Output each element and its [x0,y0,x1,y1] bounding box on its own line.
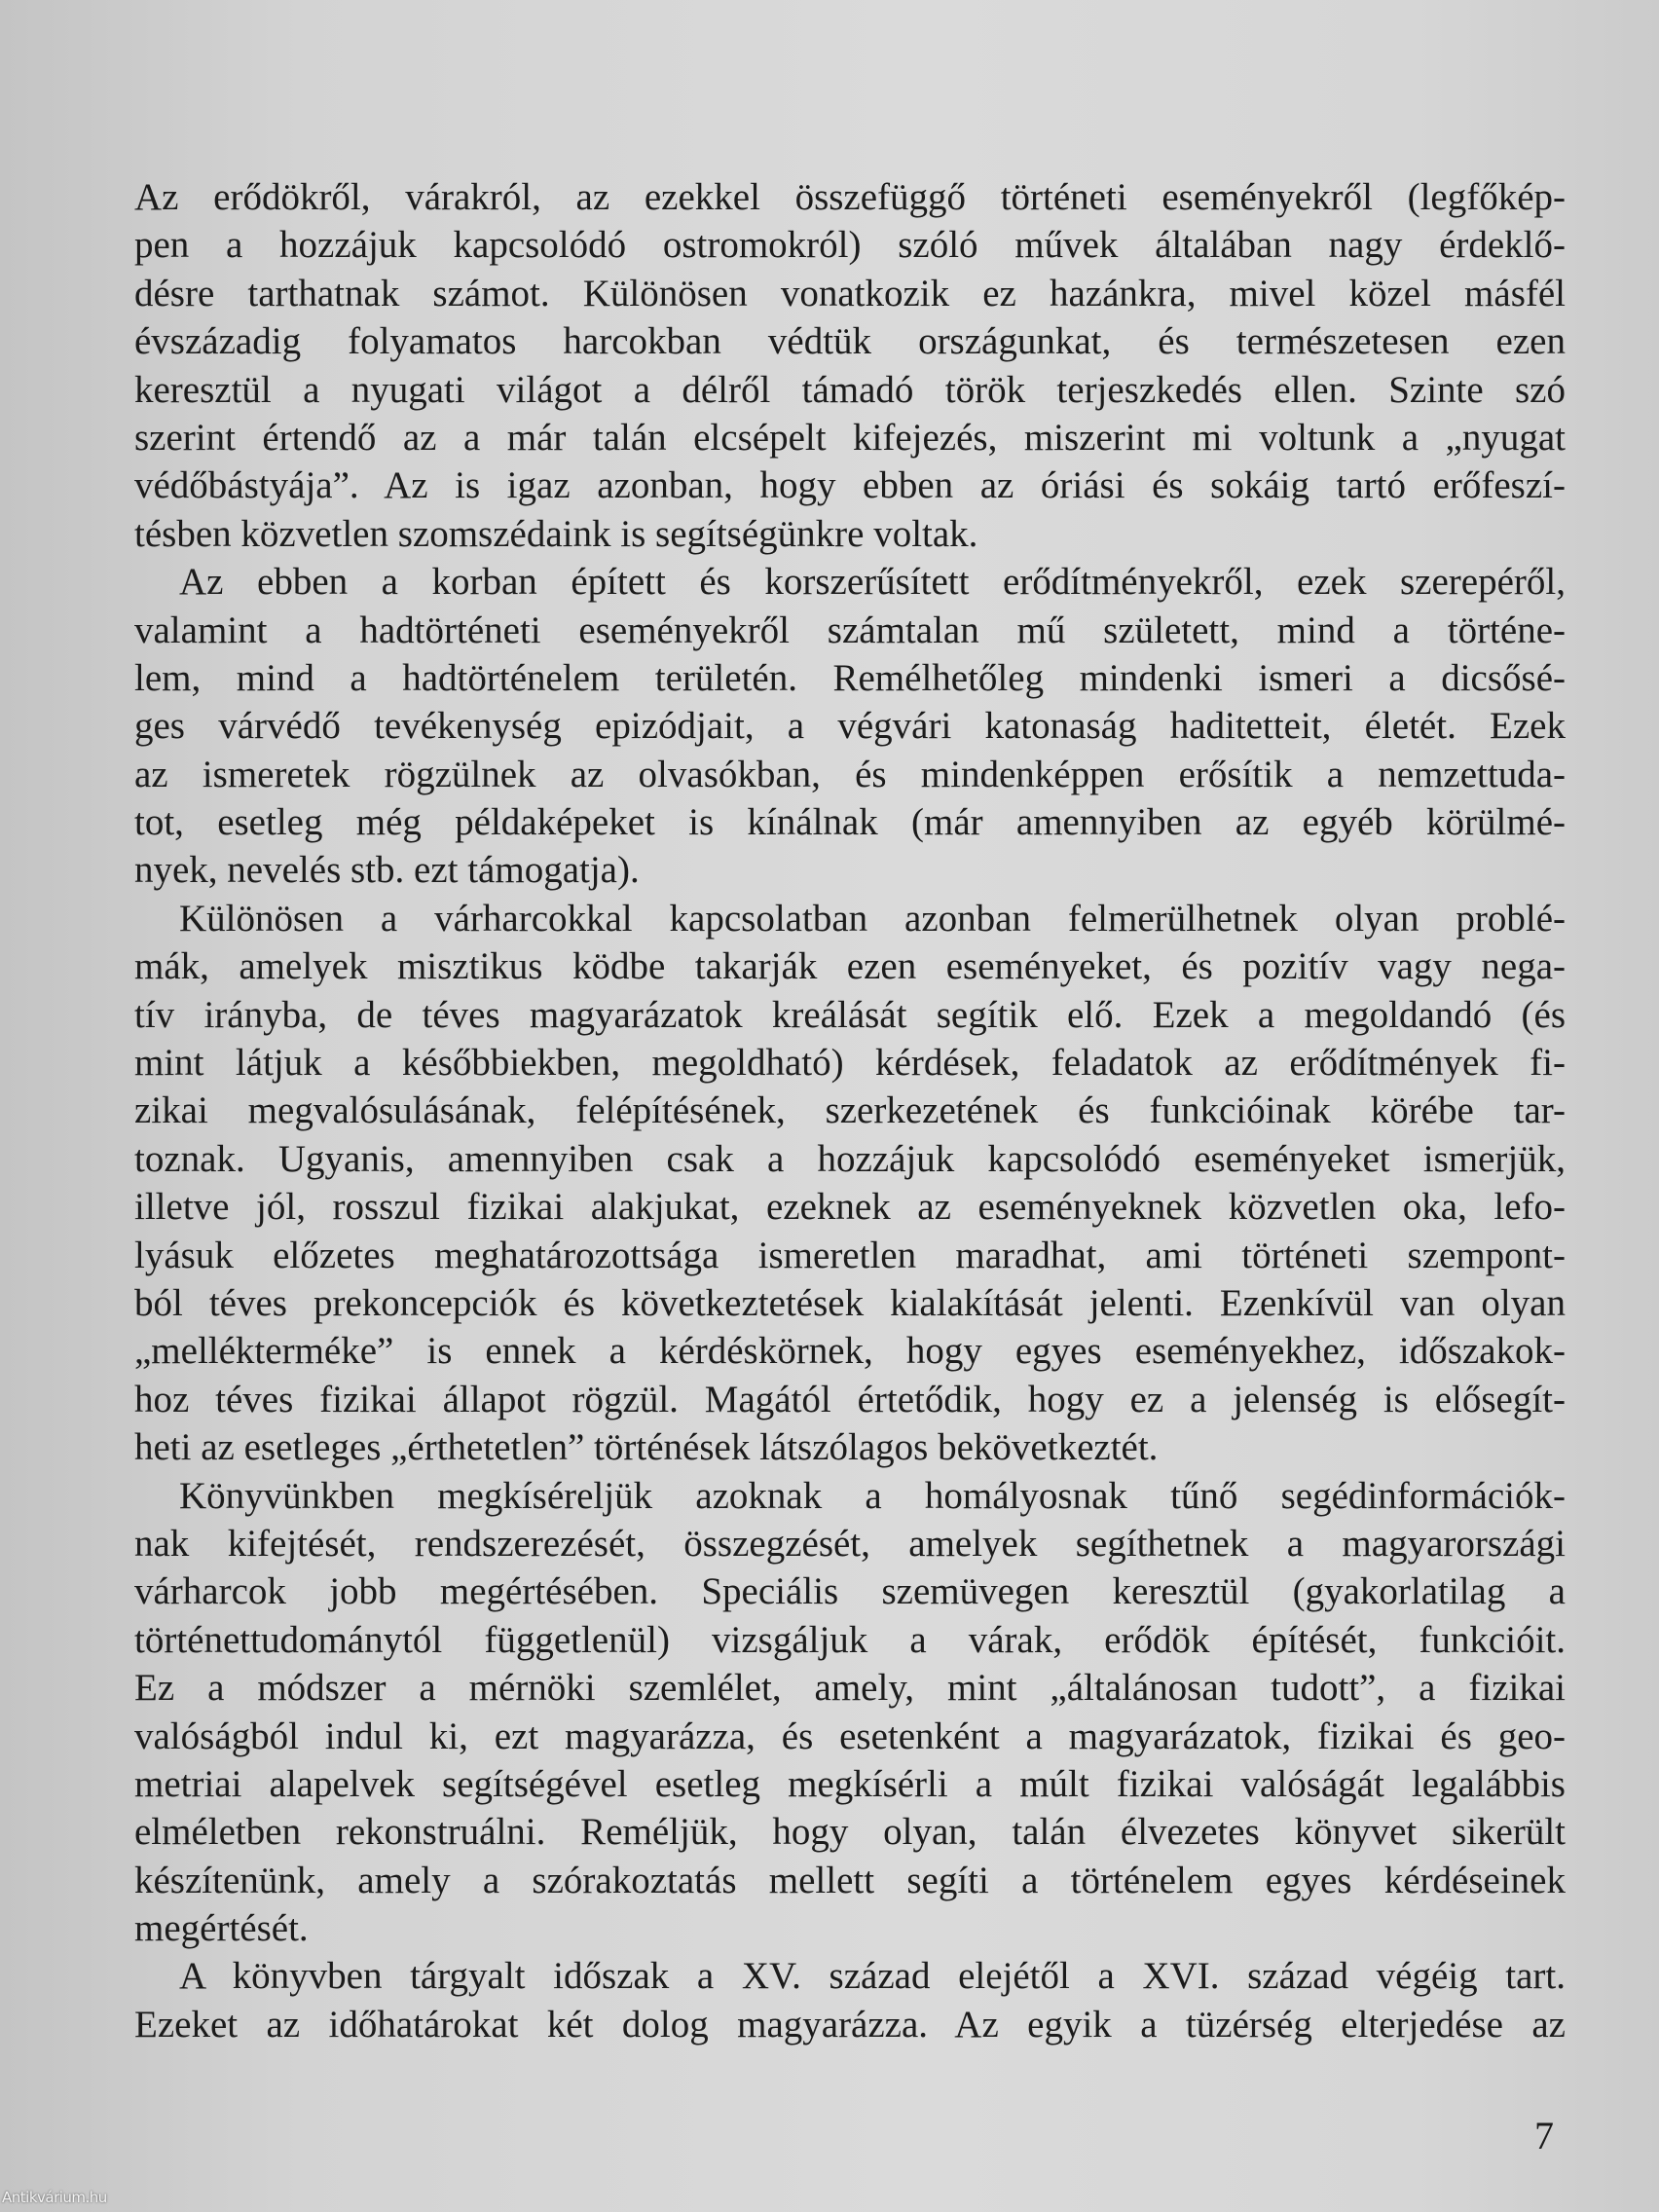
text-line: tésben közvetlen szomszédaink is segítségünkre voltak. [134,512,978,555]
text-line: zikai megvalósulásának, felépítésének, szerkezetének és funkcióinak körébe tar- [134,1089,1566,1132]
text-line: Ez a módszer a mérnöki szemlélet, amely, mint „általánosan tudott”, a fizikai [134,1667,1566,1710]
text-line: Ezeket az időhatárokat két dolog magyarázza. Az egyik a tüzérség elterjedése az [134,2003,1566,2046]
text-line: hoz téves fizikai állapot rögzül. Magától értetődik, hogy ez a jelenség is elősegít- [134,1378,1566,1420]
text-line: történettudománytól függetlenül) vizsgáljuk a várak, erődök építését, funkcióit. [134,1618,1566,1661]
text-line: védőbástyája”. Az is igaz azonban, hogy ebben az óriási és sokáig tartó erőfeszí- [134,464,1566,507]
text-line: tív irányba, de téves magyarázatok kreálását segítik elő. Ezek a megoldandó (és [134,993,1566,1036]
text-line: tot, esetleg még példaképeket is kínálnak (már amennyiben az egyéb körülmé- [134,801,1566,844]
text-line: „mellékterméke” is ennek a kérdéskörnek, hogy egyes eseményekhez, időszakok- [134,1330,1566,1373]
page-number: 7 [1534,2114,1554,2157]
text-line: lyásuk előzetes meghatározottsága ismeretlen maradhat, ami történeti szempont- [134,1234,1566,1276]
text-line: mint látjuk a későbbiekben, megoldható) kérdések, feladatok az erődítmények fi- [134,1042,1566,1085]
text-line: valóságból indul ki, ezt magyarázza, és esetenként a magyarázatok, fizikai és geo- [134,1714,1566,1757]
text-line: várharcok jobb megértésében. Speciális szemüvegen keresztül (gyakorlatilag a [134,1570,1566,1613]
text-line: keresztül a nyugati világot a délről támadó török terjeszkedés ellen. Szinte szó [134,368,1566,411]
paragraph [134,173,1566,558]
text-line: megértését. [134,1907,309,1950]
text-line: ból téves prekoncepciók és következtetések kialakítását jelenti. Ezenkívül van olyan [134,1281,1566,1324]
text-line: évszázadig folyamatos harcokban védtük országunkat, és természetesen ezen [134,320,1566,363]
text-line: heti az esetleges „érthetetlen” történések látszólagos bekövetkeztét. [134,1426,1159,1469]
text-line: ges várvédő tevékenység epizódjait, a végvári katonaság haditetteit, életét. Ezek [134,705,1566,748]
text-line: metriai alapelvek segítségével esetleg megkísérli a múlt fizikai valóságát legalábbis [134,1762,1566,1805]
text-line: elméletben rekonstruálni. Reméljük, hogy olyan, talán élvezetes könyvet sikerült [134,1811,1566,1854]
paragraph [134,1472,1566,1953]
text-line: szerint értendő az a már talán elcsépelt kifejezés, miszerint mi voltunk a „nyugat [134,416,1566,459]
text-line: Az erődökről, várakról, az ezekkel összefüggő történeti eseményekről (legfőkép- [134,176,1566,218]
text-line: pen a hozzájuk kapcsolódó ostromokról) szóló művek általában nagy érdeklő- [134,224,1566,267]
paragraph [134,895,1566,1472]
text-line: az ismeretek rögzülnek az olvasókban, és mindenképpen erősítik a nemzettuda- [134,753,1566,795]
text-line: Különösen a várharcokkal kapcsolatban azonban felmerülhetnek olyan problé- [179,897,1566,940]
text-line: désre tarthatnak számot. Különösen vonatkozik ez hazánkra, mivel közel másfél [134,272,1566,314]
text-line: valamint a hadtörténeti eseményekről számtalan mű született, mind a történe- [134,608,1566,651]
paragraph [134,558,1566,895]
text-line: A könyvben tárgyalt időszak a XV. század elejétől a XVI. század végéig tart. [179,1955,1566,1998]
text-line: lem, mind a hadtörténelem területén. Remélhetőleg mindenki ismeri a dicsősé- [134,656,1566,699]
text-line: Könyvünkben megkíséreljük azoknak a homályosnak tűnő segédinformációk- [179,1474,1566,1517]
text-line: Az ebben a korban épített és korszerűsített erődítményekről, ezek szerepéről, [179,561,1566,604]
text-line: toznak. Ugyanis, amennyiben csak a hozzájuk kapcsolódó eseményeket ismerjük, [134,1137,1566,1180]
watermark-logo: Antikvárium.hu [2,2189,107,2206]
text-line: nyek, nevelés stb. ezt támogatja). [134,849,640,892]
paragraph [134,1952,1566,2048]
body-text [134,173,1566,2048]
text-line: nak kifejtését, rendszerezését, összegzését, amelyek segíthetnek a magyarországi [134,1522,1566,1565]
text-line: illetve jól, rosszul fizikai alakjukat, ezeknek az eseményeknek közvetlen oka, lefo- [134,1186,1566,1229]
text-line: készítenünk, amely a szórakoztatás mellett segíti a történelem egyes kérdéseinek [134,1859,1566,1901]
text-line: mák, amelyek misztikus ködbe takarják ezen eseményeket, és pozitív vagy nega- [134,945,1566,988]
